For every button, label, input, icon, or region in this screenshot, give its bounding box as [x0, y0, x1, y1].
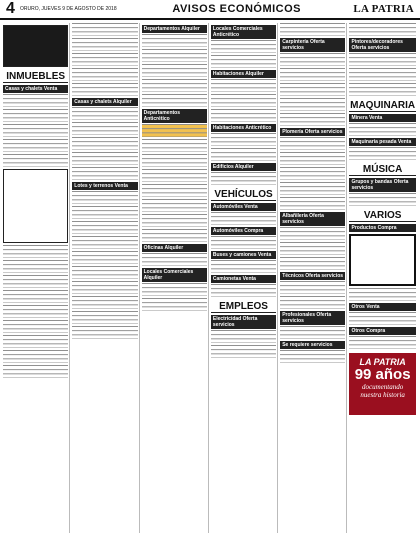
category-heading: Pintores/decoradores Oferta servicios: [349, 38, 415, 52]
classified-ad: [280, 326, 345, 339]
classified-ad: [349, 53, 415, 66]
category-heading: Automóviles Compra: [211, 227, 276, 235]
category-heading: Locales Comerciales Alquiler: [142, 268, 207, 282]
classified-ad: [280, 167, 345, 180]
classified-ad: [72, 296, 137, 309]
newspaper-name: LA PATRIA: [353, 3, 414, 15]
classified-ad: [211, 330, 276, 343]
classified-ad: [142, 169, 207, 182]
classifieds-columns: [3, 23, 417, 533]
classified-ad: [142, 253, 207, 266]
classified-ad: [3, 94, 68, 107]
display-advertisement: [3, 25, 68, 67]
classified-ad: [72, 68, 137, 81]
classified-ad: [280, 68, 345, 81]
classified-ad: [3, 335, 68, 348]
classified-ad: [3, 320, 68, 333]
classified-ad: [280, 257, 345, 270]
category-heading: Automóviles Venta: [211, 203, 276, 211]
classified-ad: [211, 133, 276, 146]
classified-ad: [280, 197, 345, 210]
classified-ad: [72, 311, 137, 324]
category-heading: Departamentos Alquiler: [142, 25, 207, 33]
classified-ad: [72, 53, 137, 66]
classified-ad: [349, 312, 415, 325]
category-heading: Albañilería Oferta servicios: [280, 212, 345, 226]
category-heading: Camionetas Venta: [211, 275, 276, 283]
classified-ad: [280, 113, 345, 126]
classified-ad: [72, 206, 137, 219]
classified-ad: [280, 242, 345, 255]
classified-ad: [3, 365, 68, 378]
category-heading: Locales Comerciales Anticrético: [211, 25, 276, 39]
classified-ad: [349, 68, 415, 81]
classified-ad: [211, 79, 276, 92]
classified-ad: [142, 94, 207, 107]
classified-ad: [211, 345, 276, 358]
classified-ad: [349, 193, 415, 206]
classified-ad: [280, 296, 345, 309]
classified-ad: [142, 64, 207, 77]
classified-ad: [280, 227, 345, 240]
classified-ad: [3, 350, 68, 363]
category-heading: Departamentos Anticrético: [142, 109, 207, 123]
section-heading: VARIOS: [349, 210, 415, 222]
category-heading: Técnicos Oferta servicios: [280, 272, 345, 280]
classified-ad: [142, 34, 207, 47]
section-heading: MAQUINARIA: [350, 100, 416, 111]
classified-ad: [211, 284, 276, 297]
classified-ad: [3, 139, 68, 152]
classified-ad: [211, 236, 276, 249]
classified-ad: [211, 212, 276, 225]
category-heading: Se requiere servicios: [280, 341, 345, 349]
classified-ad: [72, 326, 137, 339]
category-heading: Habitaciones Alquiler: [211, 70, 276, 78]
section-heading: EMPLEOS: [211, 301, 276, 313]
classified-ad: [211, 55, 276, 68]
category-heading: Buses y camiones Venta: [211, 251, 276, 259]
column-2: [72, 23, 139, 533]
dateline: ORURO, JUEVES 9 DE AGOSTO DE 2018: [20, 6, 117, 12]
category-heading: Productos Compra: [349, 224, 415, 232]
category-heading: Habitaciones Anticrético: [211, 124, 276, 132]
classified-ad: [280, 137, 345, 150]
column-6: [349, 23, 416, 533]
classified-ad: [349, 288, 415, 301]
category-heading: Casas y chalets Venta: [3, 85, 68, 93]
section-heading: INMUEBLES: [3, 71, 68, 83]
classified-ad: [142, 214, 207, 227]
classified-ad: [72, 191, 137, 204]
classified-ad: [3, 290, 68, 303]
classified-ad: [72, 281, 137, 294]
classified-ad: [211, 148, 276, 161]
classified-ad: [349, 147, 415, 160]
classified-ad: [211, 260, 276, 273]
classified-ad: [349, 336, 415, 349]
page-number: 4: [6, 0, 15, 17]
classified-ad: [211, 172, 276, 185]
house-ad-name: LA PATRIA: [359, 357, 406, 367]
classified-ad: [72, 122, 137, 135]
section-heading: VEHÍCULOS: [211, 189, 276, 201]
classified-ad: [3, 154, 68, 167]
classified-ad: [142, 229, 207, 242]
classified-ad: [211, 109, 276, 122]
classified-ad: [211, 94, 276, 107]
category-heading: Grupos y bandas Oferta servicios: [349, 178, 415, 192]
category-heading: Otros Venta: [349, 303, 415, 311]
classified-ad: [72, 83, 137, 96]
classified-ad: [72, 251, 137, 264]
classified-ad: [72, 221, 137, 234]
classified-ad: [142, 298, 207, 311]
display-advertisement: [3, 169, 68, 243]
classified-ad: [280, 98, 345, 111]
house-ad-years: 99 años: [354, 366, 411, 383]
classified-ad: [72, 38, 137, 51]
category-heading: Oficinas Alquiler: [142, 244, 207, 252]
column-3: [142, 23, 209, 533]
column-4: [211, 23, 278, 533]
classified-ad: [142, 79, 207, 92]
classified-ad: [280, 23, 345, 36]
classified-ad: [280, 83, 345, 96]
classified-ad: [211, 40, 276, 53]
house-ad-tagline: documentando nuestra historia: [360, 383, 405, 399]
category-heading: Edificios Alquiler: [211, 163, 276, 171]
classified-ad: [142, 154, 207, 167]
classified-ad: [3, 109, 68, 122]
section-title: AVISOS ECONÓMICOS: [172, 3, 302, 15]
classified-ad: [349, 123, 415, 136]
classified-ad: [72, 137, 137, 150]
classified-ad: [72, 152, 137, 165]
classified-ad: [280, 281, 345, 294]
house-advertisement: [349, 353, 415, 415]
category-heading: Minera Venta: [349, 114, 415, 122]
classified-ad: [280, 53, 345, 66]
classified-ad: [280, 182, 345, 195]
section-heading: MÚSICA: [349, 164, 415, 176]
classified-ad: [280, 152, 345, 165]
classified-ad: [142, 139, 207, 152]
category-heading: Profesionales Oferta servicios: [280, 311, 345, 325]
category-heading: Carpintería Oferta servicios: [280, 38, 345, 52]
category-heading: Maquinaria pesada Venta: [349, 138, 415, 146]
display-advertisement: [349, 234, 415, 286]
category-heading: Lotes y terrenos Venta: [72, 182, 137, 190]
classified-ad: [72, 107, 137, 120]
classified-ad: [142, 184, 207, 197]
category-heading: Casas y chalets Alquiler: [72, 98, 137, 106]
classified-ad: [72, 266, 137, 279]
classified-ad: [3, 124, 68, 137]
classified-ad: [3, 305, 68, 318]
classified-ad: [280, 350, 345, 363]
classified-ad: [349, 23, 415, 36]
category-heading: Otros Compra: [349, 327, 415, 335]
classified-ad: [142, 199, 207, 212]
classified-ad: [72, 236, 137, 249]
column-1: [3, 23, 70, 533]
classified-ad: [142, 49, 207, 62]
classified-ad: [142, 124, 207, 137]
category-heading: Plomería Oferta servicios: [280, 128, 345, 136]
column-5: [280, 23, 347, 533]
classified-ad: [72, 167, 137, 180]
classified-ad: [3, 275, 68, 288]
masthead: [0, 0, 420, 20]
classified-ad: [3, 260, 68, 273]
classified-ad: [3, 245, 68, 258]
classified-ad: [72, 23, 137, 36]
classified-ad: [142, 283, 207, 296]
category-heading: Electricidad Oferta servicios: [211, 315, 276, 329]
classified-ad: [349, 83, 415, 96]
